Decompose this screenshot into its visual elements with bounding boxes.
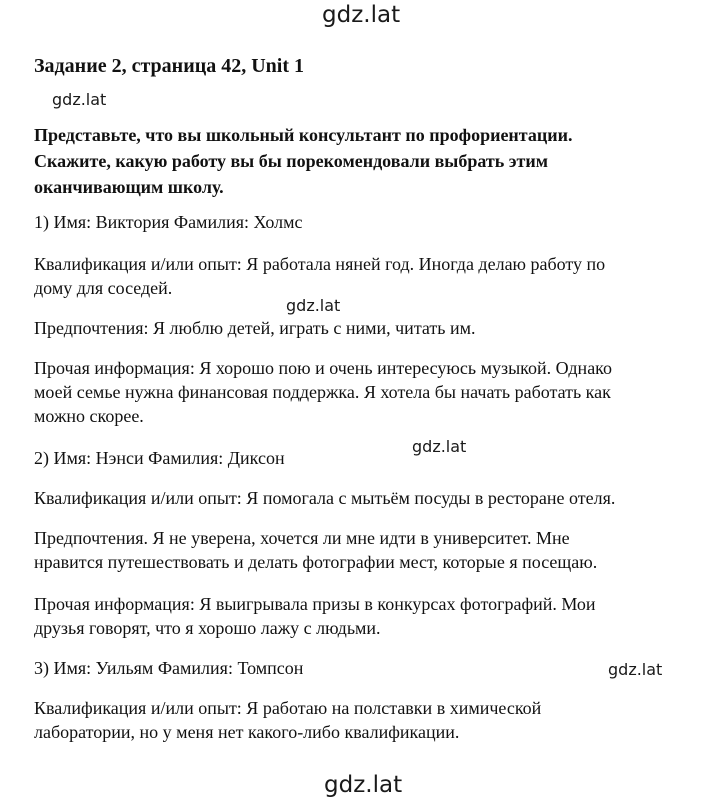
text-line: Предпочтения. Я не уверена, хочется ли мне идти в университет. Мне xyxy=(34,528,570,548)
person1-preferences: Предпочтения: Я люблю детей, играть с ними, читать им. xyxy=(34,318,476,338)
task-line: Скажите, какую работу вы бы порекомендовали выбрать этим xyxy=(34,151,549,171)
text-line: друзья говорят, что я хорошо лажу с людьми. xyxy=(34,618,381,638)
person1-qualification xyxy=(34,252,605,300)
watermark-bottom: gdz.lat xyxy=(324,772,403,798)
text-line: Квалификация и/или опыт: Я работала няней год. Иногда делаю работу по xyxy=(34,254,606,274)
task-line: Представьте, что вы школьный консультант по профориентации. xyxy=(34,125,573,145)
person1-other-info xyxy=(34,356,612,428)
text-line: лаборатории, но у меня нет какого-либо квалификации. xyxy=(34,722,460,742)
task-instruction xyxy=(34,122,572,200)
text-line: Прочая информация: Я хорошо пою и очень интересуюсь музыкой. Однако xyxy=(34,358,613,378)
watermark: gdz.lat xyxy=(412,437,467,456)
watermark: gdz.lat xyxy=(286,296,341,315)
text-line: нравится путешествовать и делать фотографии мест, которые я посещаю. xyxy=(34,552,598,572)
text-line: моей семье нужна финансовая поддержка. Я хотела бы начать работать как xyxy=(34,382,611,402)
task-line: оканчивающим школу. xyxy=(34,177,224,197)
person2-other-info xyxy=(34,592,596,640)
person2-qualification: Квалификация и/или опыт: Я помогала с мытьём посуды в ресторане отеля. xyxy=(34,488,616,508)
text-line: можно скорее. xyxy=(34,406,144,426)
person3-name: 3) Имя: Уильям Фамилия: Томпсон xyxy=(34,658,304,678)
watermark: gdz.lat xyxy=(608,660,663,679)
person2-name: 2) Имя: Нэнси Фамилия: Диксон xyxy=(34,448,285,468)
person2-preferences xyxy=(34,526,597,574)
text-line: Прочая информация: Я выигрывала призы в конкурсах фотографий. Мои xyxy=(34,594,596,614)
watermark-top: gdz.lat xyxy=(322,2,401,28)
text-line: дому для соседей. xyxy=(34,278,173,298)
text-line: Квалификация и/или опыт: Я работаю на полставки в химической xyxy=(34,698,542,718)
person3-qualification xyxy=(34,696,541,744)
page-title: Задание 2, страница 42, Unit 1 xyxy=(34,55,305,77)
person1-name: 1) Имя: Виктория Фамилия: Холмс xyxy=(34,212,303,232)
watermark: gdz.lat xyxy=(52,90,107,109)
